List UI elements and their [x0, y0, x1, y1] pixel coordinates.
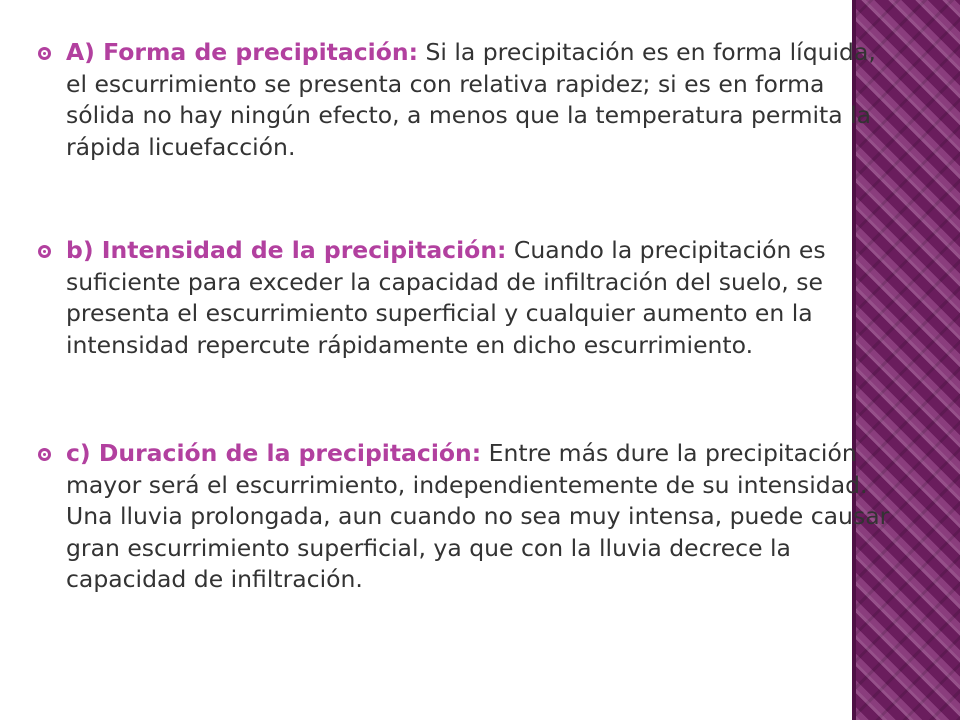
circle-bullet-icon	[38, 448, 51, 461]
bullet-text	[66, 235, 898, 361]
bullet-item-intensidad	[38, 235, 898, 361]
bullet-heading: c) Duración de la precipitación:	[66, 439, 482, 467]
circle-bullet-icon	[38, 47, 51, 60]
bullet-body: Entre más dure la precipitación mayor será el escurrimiento, independientemente de su intensidad. Una lluvia prolongada, aun cuando no sea muy intensa, puede causar gran escurrimiento superficial, ya que con la lluvia decrece la capacidad de infiltración.	[66, 439, 890, 593]
bullet-heading: A) Forma de precipitación:	[66, 38, 418, 66]
circle-bullet-icon	[38, 245, 51, 258]
bullet-item-forma	[38, 37, 898, 163]
bullet-heading: b) Intensidad de la precipitación:	[66, 236, 507, 264]
bullet-body: Si la precipitación es en forma líquida, el escurrimiento se presenta con relativa rapidez; si es en forma sólida no hay ningún efecto, a menos que la temperatura permita la rápida licuefacción.	[66, 38, 876, 161]
bullet-text	[66, 438, 898, 596]
bullet-text	[66, 37, 898, 163]
bullet-item-duracion	[38, 438, 898, 596]
bullet-body: Cuando la precipitación es suficiente para exceder la capacidad de infiltración del suelo, se presenta el escurrimiento superficial y cualquier aumento en la intensidad repercute rápidamente en dicho escurrimiento.	[66, 236, 826, 359]
